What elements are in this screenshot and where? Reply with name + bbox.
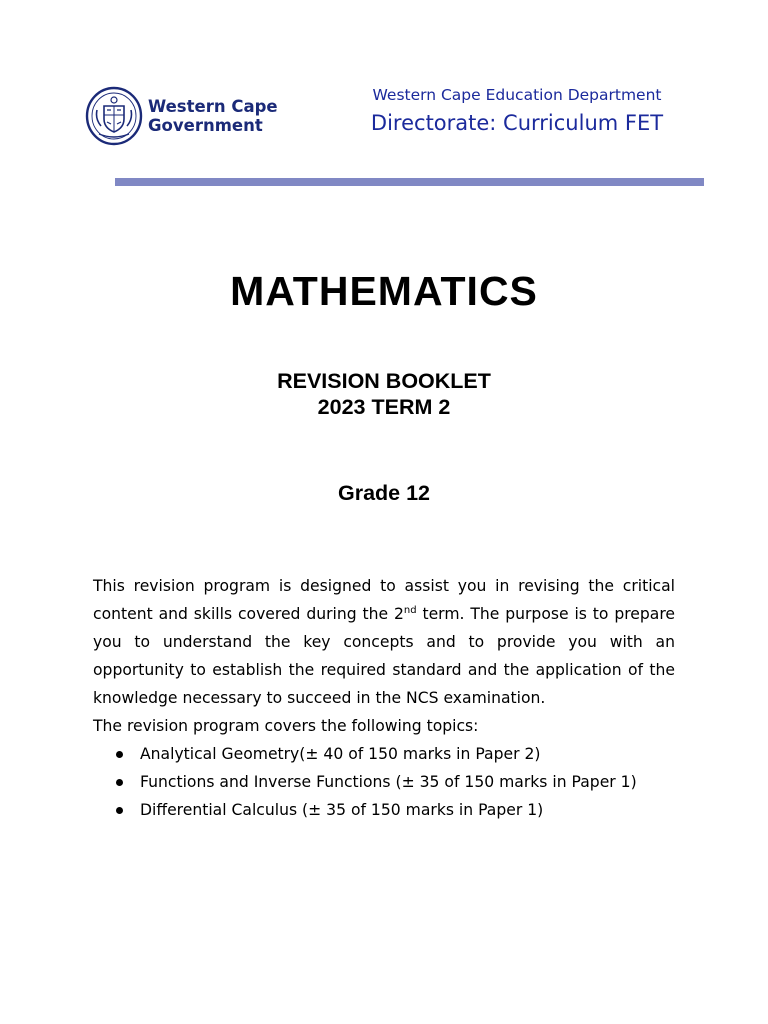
header-divider bbox=[115, 178, 704, 186]
list-item: Differential Calculus (± 35 of 150 marks in Paper 1) bbox=[93, 796, 675, 824]
grade-label: Grade 12 bbox=[337, 481, 431, 505]
term-label: 2023 TERM 2 bbox=[317, 395, 451, 419]
list-item: Functions and Inverse Functions (± 35 of 150 marks in Paper 1) bbox=[93, 768, 675, 796]
government-logo bbox=[85, 86, 278, 146]
intro-text-end: term. The purpose is to prepare you to understand the key concepts and to provide you with an opportunity to establish the required standard and the application of the knowledge necessary to succeed in the NCS examination. bbox=[93, 605, 675, 707]
topics-heading: The revision program covers the following topics: bbox=[93, 717, 479, 735]
logo-line-1: Western Cape bbox=[148, 97, 278, 116]
intro-text-start: This revision program is designed to assist you in revising the critical content and skills covered during the 2 bbox=[93, 577, 675, 623]
department-name: Western Cape Education Department bbox=[372, 86, 662, 104]
topics-list bbox=[93, 740, 675, 824]
logo-wordmark bbox=[148, 97, 278, 135]
intro-section bbox=[93, 572, 675, 824]
coat-of-arms-icon bbox=[85, 86, 143, 146]
department-header bbox=[342, 84, 692, 138]
booklet-subtitle bbox=[0, 368, 768, 420]
booklet-label: REVISION BOOKLET bbox=[277, 369, 491, 393]
logo-line-2: Government bbox=[148, 116, 263, 135]
intro-paragraph bbox=[93, 572, 675, 712]
ordinal-suffix: nd bbox=[403, 604, 417, 616]
list-item: Analytical Geometry(± 40 of 150 marks in Paper 2) bbox=[93, 740, 675, 768]
subject-title: MATHEMATICS bbox=[230, 268, 538, 314]
directorate-name: Directorate: Curriculum FET bbox=[370, 111, 664, 135]
